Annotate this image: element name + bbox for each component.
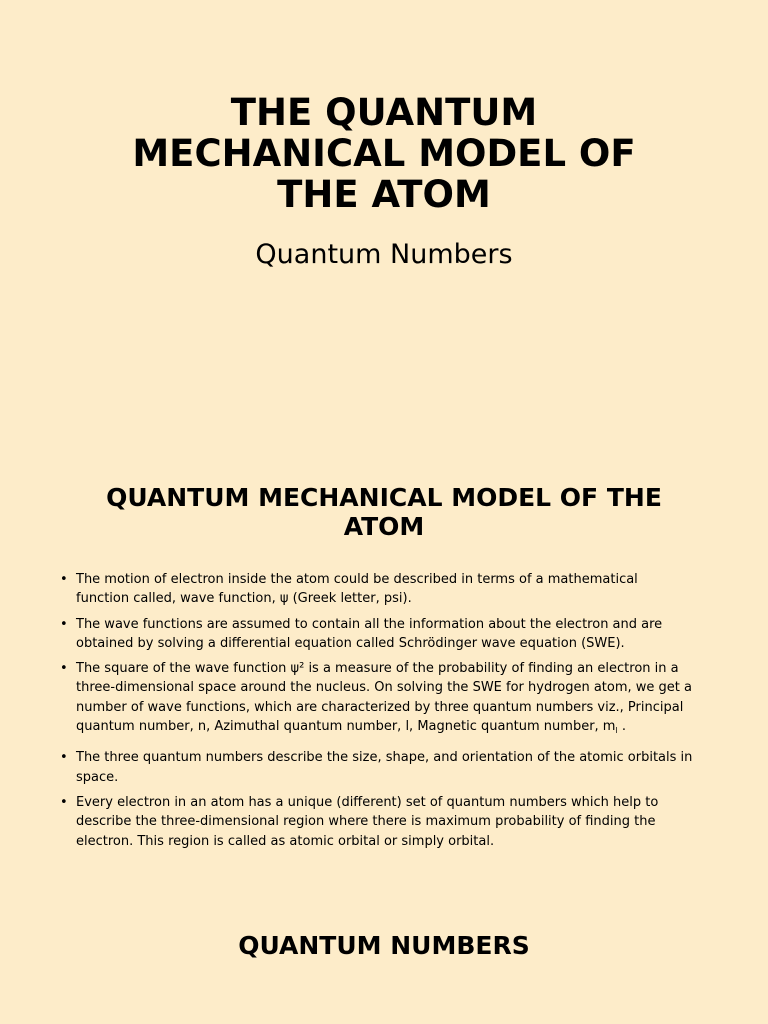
bullet-line-end: . [617, 719, 626, 735]
bullet-icon: • [60, 616, 68, 632]
bullet-line: quantum number, n, Azimuthal quantum number, l, Magnetic quantum number, m [76, 719, 616, 735]
bullet-item [60, 570, 710, 609]
section-title [40, 483, 728, 541]
bullet-line: function called, wave function, ψ (Greek letter, psi). [76, 591, 412, 607]
bullet-icon: • [60, 661, 68, 677]
bullet-item [60, 748, 710, 787]
bullet-line: obtained by solving a differential equation called Schrödinger wave equation (SWE). [76, 635, 625, 651]
bullet-item [60, 793, 710, 851]
bullet-line: Every electron in an atom has a unique (different) set of quantum numbers which help to [76, 794, 659, 810]
bullet-line: number of wave functions, which are characterized by three quantum numbers viz., Principal [76, 699, 684, 715]
bullet-line: three-dimensional space around the nucleus. On solving the SWE for hydrogen atom, we get a [76, 680, 692, 696]
bullet-line: The wave functions are assumed to contain all the information about the electron and are [76, 616, 663, 632]
subscript: l [615, 726, 618, 736]
section-title-line: ATOM [343, 512, 425, 541]
main-title [0, 92, 768, 215]
bullet-icon: • [60, 572, 68, 587]
bullet-line: describe the three-dimensional region where there is maximum probability of finding the [76, 814, 656, 830]
bullet-item [60, 615, 710, 654]
bullet-item [60, 659, 710, 740]
bullet-list [60, 570, 710, 857]
bullet-line: space. [76, 769, 119, 785]
subtitle: Quantum Numbers [255, 239, 513, 270]
bullet-line: The motion of electron inside the atom could be described in terms of a mathematical [76, 572, 638, 587]
main-title-line: THE ATOM [277, 173, 491, 216]
bullet-line: The square of the wave function ψ² is a measure of the probability of finding an electron in a [76, 661, 679, 677]
bullet-icon: • [60, 750, 68, 766]
quantum-numbers-title: QUANTUM NUMBERS [238, 931, 530, 960]
main-title-line: THE QUANTUM [230, 91, 538, 134]
bullet-icon: • [60, 794, 68, 810]
bullet-line: The three quantum numbers describe the size, shape, and orientation of the atomic orbitals in [76, 750, 693, 766]
main-title-line: MECHANICAL MODEL OF [132, 132, 636, 175]
bullet-line: electron. This region is called as atomic orbital or simply orbital. [76, 833, 495, 849]
section-title-line: QUANTUM MECHANICAL MODEL OF THE [106, 483, 662, 512]
